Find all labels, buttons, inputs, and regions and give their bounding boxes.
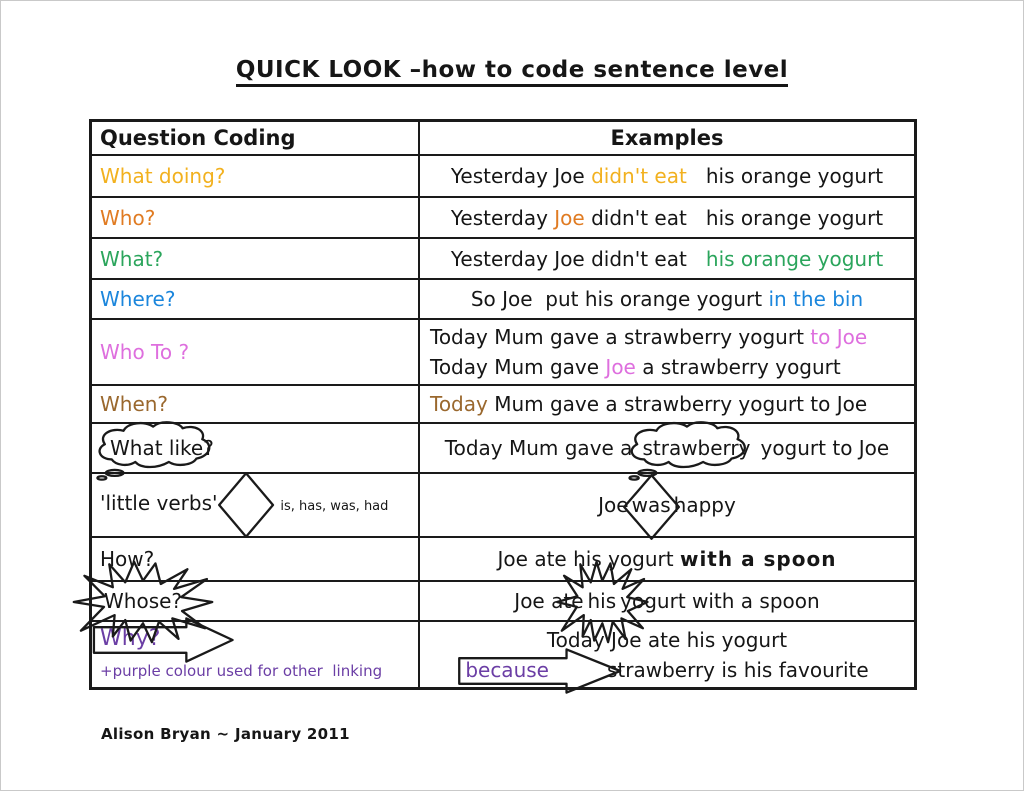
example-cell (419, 581, 916, 621)
text-segment: Yesterday (450, 205, 555, 230)
text-segment: didn't eat his orange yogurt (584, 205, 884, 230)
question-cell (91, 238, 420, 279)
text-line (424, 433, 910, 463)
table-row (91, 621, 916, 689)
text-line (424, 625, 910, 655)
column-header-question-coding: Question Coding (91, 121, 420, 156)
text-line (424, 284, 910, 314)
text-line (100, 244, 414, 274)
text-line (424, 203, 910, 233)
text-segment: 'little verbs' (100, 491, 224, 515)
example-cell (419, 197, 916, 238)
column-header-examples: Examples (419, 121, 916, 156)
text-segment: Yesterday Joe (450, 164, 592, 188)
text-line (424, 161, 910, 191)
text-segment: Today Mum gave a (444, 436, 633, 460)
question-cell (91, 423, 420, 473)
text-line (430, 389, 910, 419)
text-segment: What? (100, 246, 164, 271)
text-segment: happy (673, 493, 736, 517)
text-line (100, 203, 414, 233)
starburst-shape (588, 586, 617, 616)
diamond-shape (227, 488, 265, 518)
text-segment: his orange yogurt (705, 246, 884, 271)
question-cell (91, 279, 420, 319)
example-cell (419, 319, 916, 385)
arrow-shape (465, 655, 549, 685)
text-segment: Joe (605, 355, 636, 379)
question-cell (91, 621, 420, 689)
text-line (100, 488, 414, 522)
text-segment: his orange yogurt (686, 164, 884, 188)
text-segment: Where? (100, 287, 176, 311)
text-segment: Who? (100, 205, 156, 230)
text-segment: Joe (598, 493, 629, 517)
question-cell (91, 473, 420, 537)
example-cell (419, 155, 916, 197)
shape-word: strawberry (642, 436, 751, 460)
coding-table-body (91, 155, 916, 689)
shape-word: Whose? (104, 589, 183, 613)
text-segment: When? (100, 392, 169, 416)
cloud-shape (110, 433, 214, 463)
shape-word: his (587, 589, 617, 613)
page-title (1, 57, 1023, 83)
example-cell (419, 279, 916, 319)
question-cell (91, 155, 420, 197)
text-line (100, 284, 414, 314)
text-segment: Who To ? (100, 340, 190, 364)
text-segment: yogurt to Joe (760, 436, 890, 460)
table-row (91, 385, 916, 423)
starburst-shape (104, 586, 182, 616)
text-line (430, 352, 910, 382)
text-segment: Joe ate (514, 589, 584, 613)
example-cell (419, 621, 916, 689)
text-segment: strawberry is his favourite (606, 657, 869, 682)
text-line (424, 655, 910, 685)
question-cell (91, 319, 420, 385)
example-cell (419, 423, 916, 473)
text-line (424, 586, 910, 616)
arrow-shape (100, 624, 160, 654)
text-segment: didn't eat (591, 164, 687, 188)
text-segment: So Joe put his orange yogurt (470, 287, 769, 311)
page-title-text: QUICK LOOK –how to code sentence level (236, 57, 788, 87)
text-line (424, 244, 910, 274)
cloud-shape (642, 433, 750, 463)
header-row (91, 121, 916, 156)
text-segment: Yesterday Joe didn't eat (450, 246, 706, 271)
text-segment: Today Mum gave a strawberry yogurt (430, 325, 811, 349)
text-segment: with a spoon (679, 547, 837, 571)
shape-word: Why? (100, 626, 161, 651)
table-row (91, 279, 916, 319)
text-segment: +purple colour used for other linking (100, 662, 383, 680)
text-segment: Joe (554, 205, 585, 230)
text-segment: yogurt with a spoon (620, 589, 820, 613)
text-line (100, 586, 414, 616)
text-segment: is, has, was, had (268, 499, 389, 514)
text-line (100, 654, 414, 686)
table-row (91, 197, 916, 238)
table-row (91, 581, 916, 621)
shape-word: What like? (110, 436, 214, 460)
table-row (91, 537, 916, 581)
text-segment: Today Joe ate his yogurt (546, 627, 788, 652)
text-line (100, 337, 414, 367)
text-line (100, 389, 414, 419)
text-line (424, 544, 910, 574)
text-segment: Mum gave a strawberry yogurt to Joe (487, 392, 868, 416)
text-segment: to Joe (810, 325, 868, 349)
text-line (100, 623, 414, 654)
table-row (91, 238, 916, 279)
text-line (100, 161, 414, 191)
example-cell (419, 238, 916, 279)
question-cell (91, 197, 420, 238)
author-footer: Alison Bryan ~ January 2011 (101, 725, 350, 743)
text-segment: Today Mum gave (430, 355, 606, 379)
text-segment: Joe ate his yogurt (497, 547, 680, 571)
example-cell (419, 537, 916, 581)
text-segment: in the bin (768, 287, 864, 311)
text-line (100, 544, 414, 574)
shape-word: was (631, 493, 671, 517)
question-cell (91, 385, 420, 423)
shape-word: because (465, 657, 549, 682)
text-line (100, 433, 414, 463)
table-row (91, 319, 916, 385)
question-cell (91, 537, 420, 581)
text-line (424, 490, 910, 520)
coding-table (89, 119, 917, 690)
text-segment: What doing? (100, 164, 226, 188)
example-cell (419, 385, 916, 423)
example-cell (419, 473, 916, 537)
text-segment: Today (430, 392, 488, 416)
text-segment: How? (100, 547, 155, 571)
table-row (91, 155, 916, 197)
text-line (430, 322, 910, 352)
table-row (91, 423, 916, 473)
text-segment: a strawberry yogurt (635, 355, 841, 379)
question-cell (91, 581, 420, 621)
shape-word (227, 491, 265, 515)
table-row (91, 473, 916, 537)
diamond-shape (632, 490, 671, 520)
